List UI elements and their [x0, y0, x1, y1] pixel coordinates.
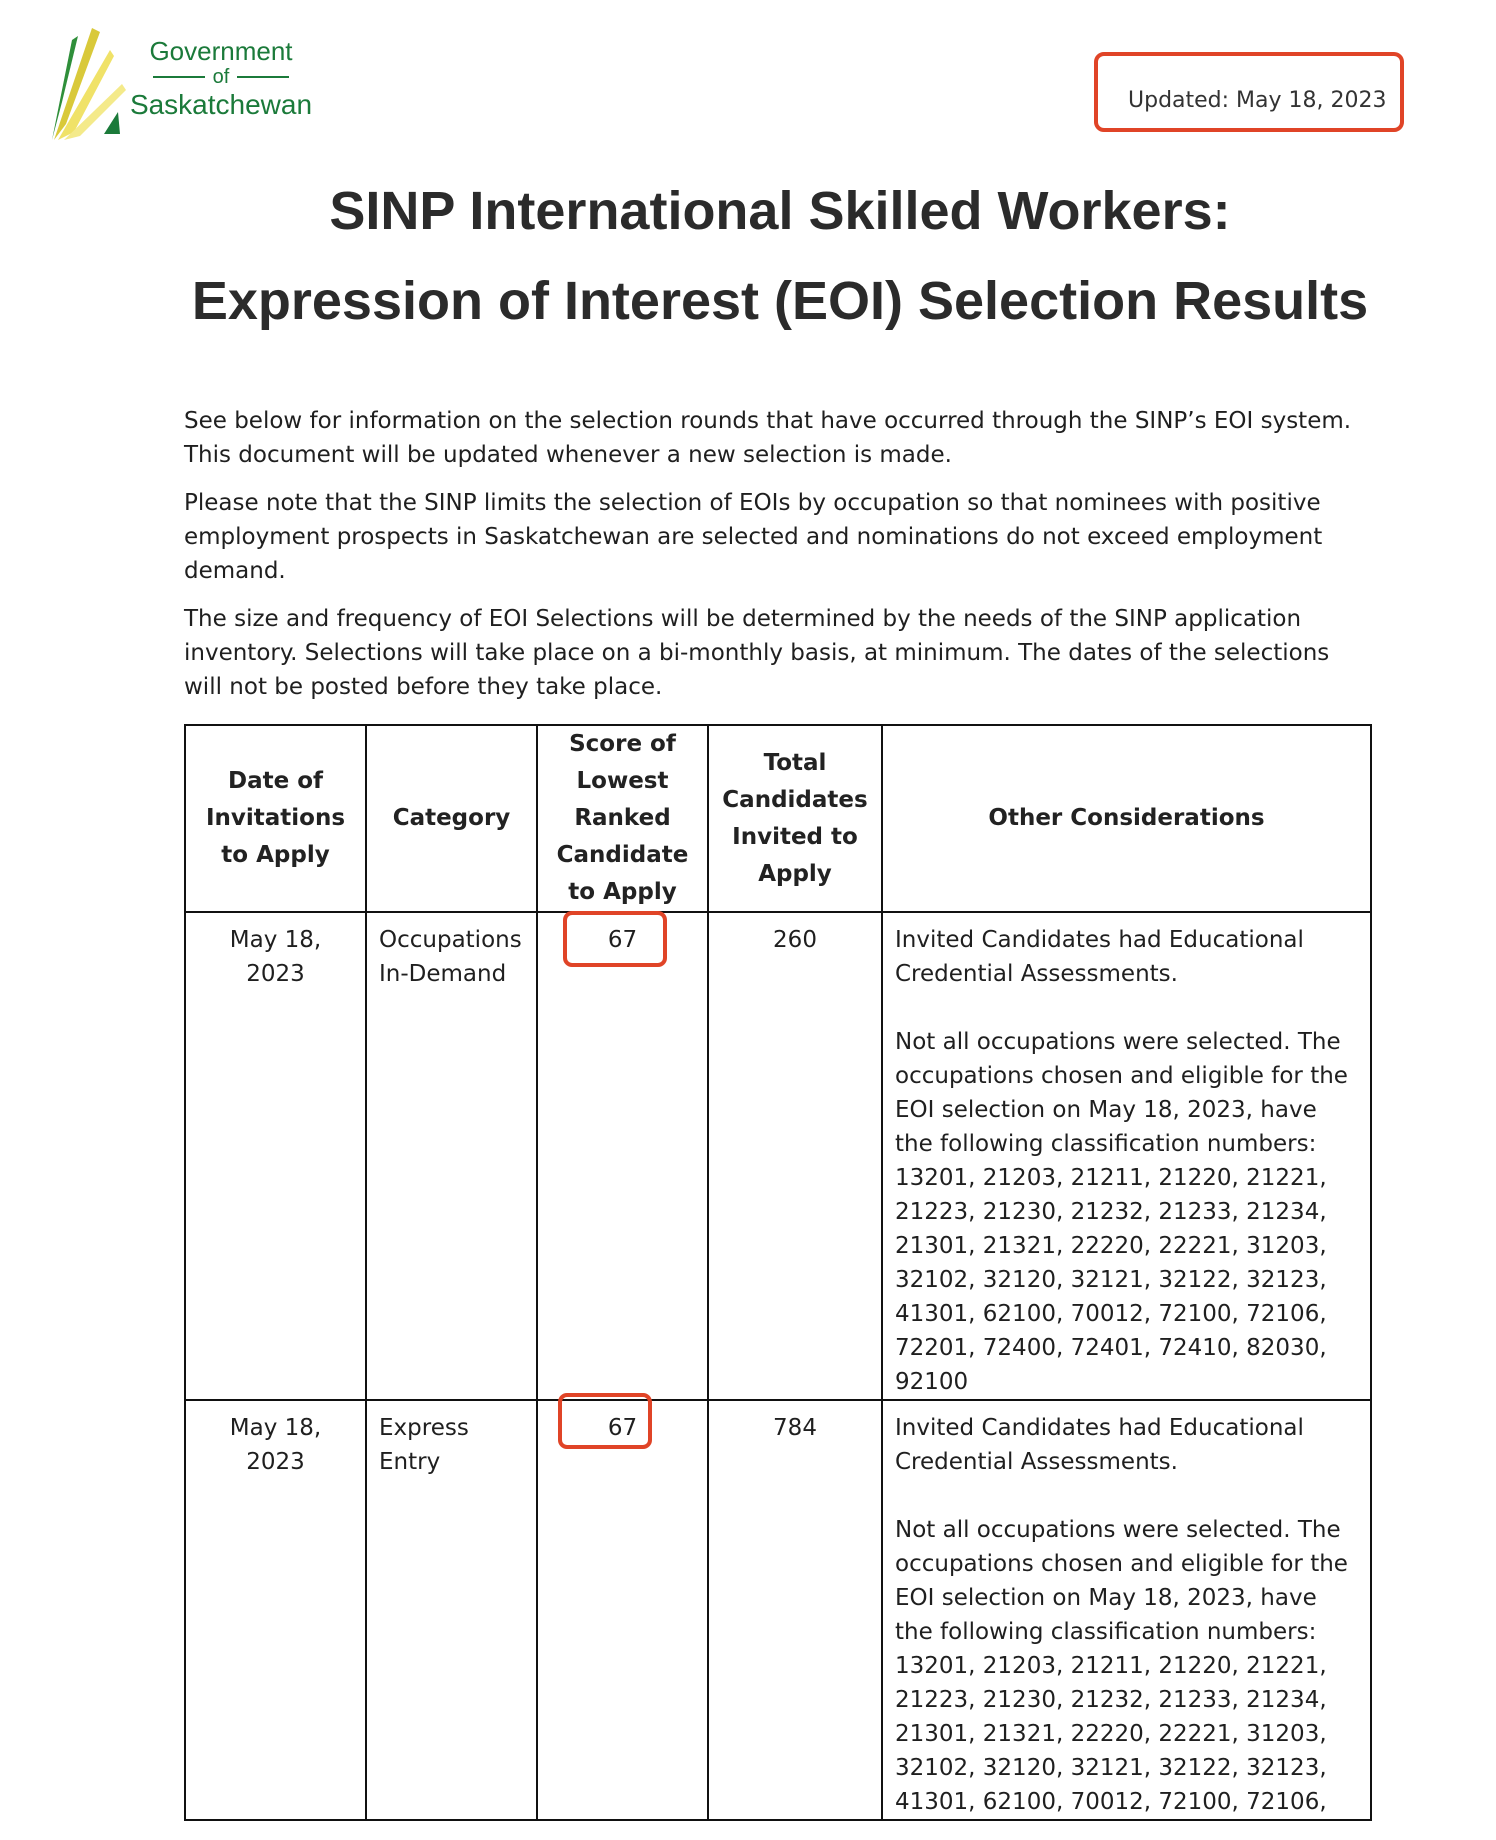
intro-paragraph: The size and frequency of EOI Selections will be determined by the needs of the SINP application inventory. Selections will take place on a bi-monthly basis, at minimum. The dates of the selections will not be posted before they take place.: [184, 606, 1330, 700]
score-wrap: [608, 923, 637, 957]
updated-date: Updated: May 18, 2023: [1128, 88, 1387, 113]
logo-line-government: Government: [149, 36, 293, 66]
header-other: Other Considerations: [882, 725, 1371, 912]
logo-line-of: [128, 66, 314, 88]
score-value: 67: [607, 1415, 638, 1441]
logo-of-text: of: [212, 66, 230, 88]
cell-other-considerations: [882, 1400, 1371, 1820]
table-header-row: [185, 725, 1371, 912]
table-row: [185, 1400, 1371, 1820]
page-title-line1: SINP International Skilled Workers:: [329, 181, 1231, 241]
logo-rule-left: [153, 76, 205, 78]
cell-other-considerations: [882, 912, 1371, 1400]
consideration-note: Not all occupations were selected. The occupations chosen and eligible for the EOI selection on May 18, 2023, have the following classification numbers: 13201, 21203, 21211, 21220, 21221, 21223, 21230, 21232, 21233, 21234, 21301, 21321, 22220, 22221, 31203, 32102, 32120, 32121, 32122, 32123, 41301, 62100, 70012, 72100, 72106, 72201, 72400, 72401, 72410, 82030, 92100: [895, 1029, 1348, 1395]
spacer: [895, 1479, 1358, 1513]
header-date: Date of Invitations to Apply: [185, 725, 366, 912]
cell-score: [537, 912, 708, 1400]
consideration-note: Invited Candidates had Educational Credential Assessments.: [895, 1415, 1304, 1475]
score-wrap: [608, 1411, 637, 1445]
selection-results-table: [184, 724, 1372, 1821]
score-highlight: [558, 1393, 652, 1449]
header-score: Score of Lowest Ranked Candidate to Apply: [537, 725, 708, 912]
table-row: [185, 912, 1371, 1400]
cell-date: May 18, 2023: [185, 912, 366, 1400]
consideration-note: Invited Candidates had Educational Credential Assessments.: [895, 927, 1304, 987]
spacer: [895, 991, 1358, 1025]
logo-rule-right: [237, 76, 289, 78]
page-title-line2: Expression of Interest (EOI) Selection Results: [191, 271, 1369, 331]
cell-total: 260: [708, 912, 882, 1400]
intro-paragraph: See below for information on the selection rounds that have occurred through the SINP’s EOI system. This document will be updated whenever a new selection is made.: [184, 408, 1352, 468]
government-logo: [44, 24, 314, 142]
header-total: Total Candidates Invited to Apply: [708, 725, 882, 912]
logo-wordmark: [128, 36, 314, 122]
header-category: Category: [366, 725, 537, 912]
cell-total: 784: [708, 1400, 882, 1820]
consideration-note: Not all occupations were selected. The occupations chosen and eligible for the EOI selection on May 18, 2023, have the following classification numbers: 13201, 21203, 21211, 21220, 21221, 21223, 21230, 21232, 21233, 21234, 21301, 21321, 22220, 22221, 31203, 32102, 32120, 32121, 32122, 32123, 41301, 62100, 70012, 72100, 72106,: [895, 1517, 1348, 1815]
cell-category: Express Entry: [366, 1400, 537, 1820]
updated-date-highlight: [1094, 52, 1404, 132]
intro-text: [184, 404, 1374, 718]
cell-date: May 18, 2023: [185, 1400, 366, 1820]
logo-line-saskatchewan: Saskatchewan: [129, 89, 313, 120]
score-value: 67: [607, 927, 638, 953]
cell-score: [537, 1400, 708, 1820]
cell-category: Occupations In-Demand: [366, 912, 537, 1400]
wheat-icon: [44, 24, 134, 142]
intro-paragraph: Please note that the SINP limits the selection of EOIs by occupation so that nominees with positive employment prospects in Saskatchewan are selected and nominations do not exceed employment demand.: [184, 490, 1323, 584]
